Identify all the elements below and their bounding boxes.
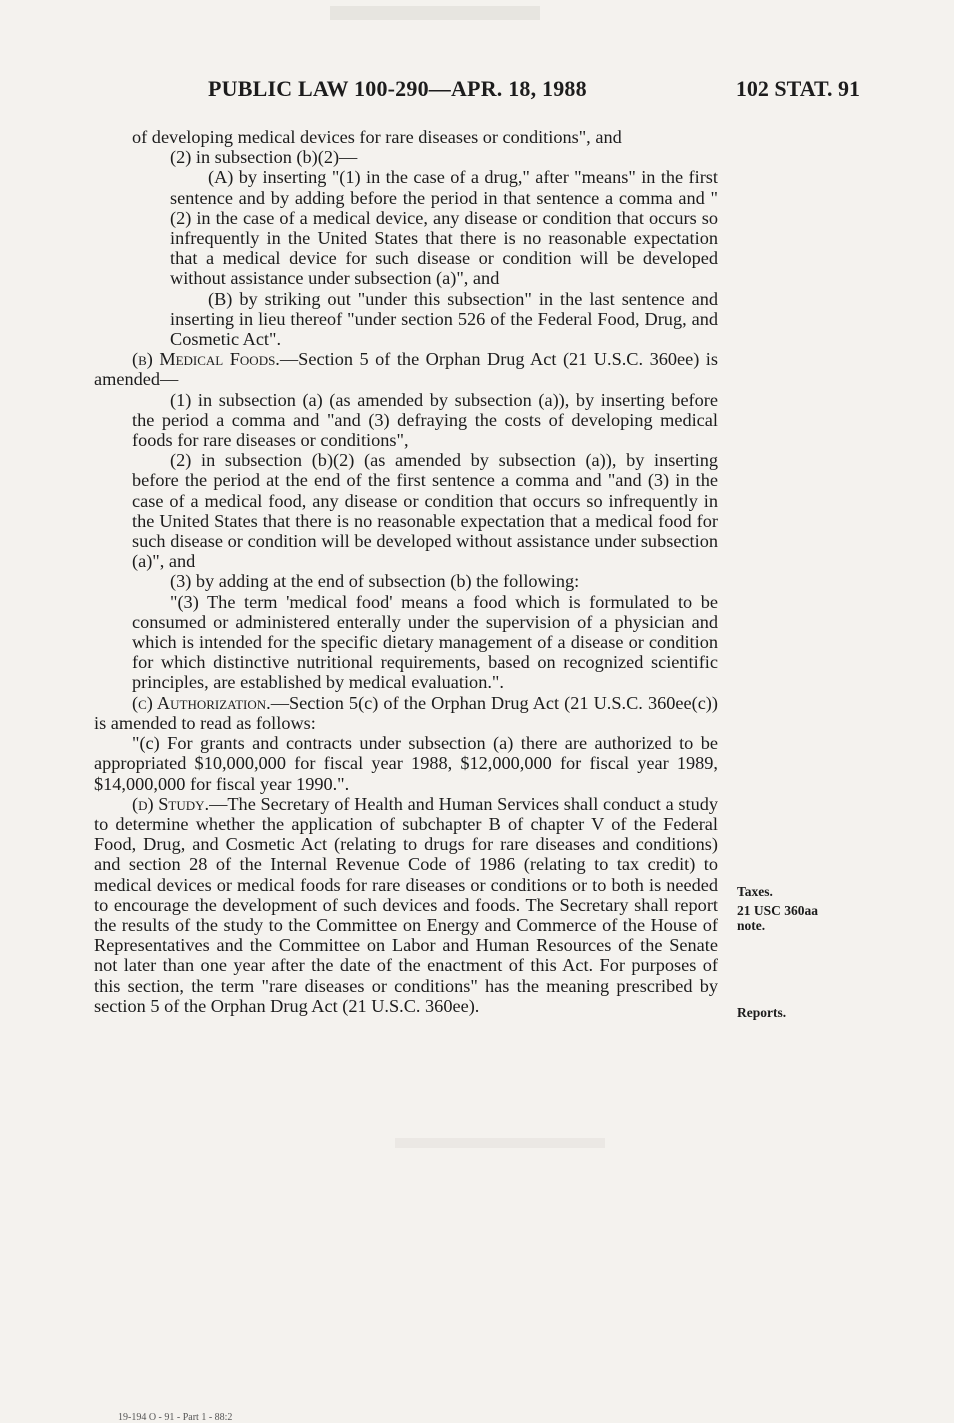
margin-note-reports: Reports. xyxy=(737,1005,787,1020)
section-b-text: —Section 5 of the Orphan Drug Act (21 U.S.C. 360ee) is amended— xyxy=(94,349,718,390)
margin-note-taxes: Taxes. xyxy=(737,884,773,899)
page-header xyxy=(90,76,860,106)
section-c-quote: "(c) For grants and contracts under subsection (a) there are authorized to be appropriated $10,000,000 for fiscal year 1988, $12,000,000 for fiscal year 1989, $14,000,000 for fiscal year 1990.". xyxy=(94,733,718,794)
body-text xyxy=(94,127,718,1016)
section-c xyxy=(94,693,718,733)
section-c-text: —Section 5(c) of the Orphan Drug Act (21 U.S.C. 360ee(c)) is amended to read as follows: xyxy=(94,692,718,733)
section-b-heading: (b) Medical Foods. xyxy=(132,349,280,370)
header-title: PUBLIC LAW 100-290—APR. 18, 1988 xyxy=(208,76,587,101)
section-b-item-3: (3) by adding at the end of subsection (b) the following: xyxy=(170,571,580,592)
header-stat-page: 102 STAT. 91 xyxy=(735,76,860,101)
section-d xyxy=(94,794,718,1016)
section-d-text: —The Secretary of Health and Human Services shall conduct a study to determine whether the application of subchapter B of chapter V of the Federal Food, Drug, and Cosmetic Act (relating to drugs for rare diseases and conditions) and section 28 of the Internal Revenue Code of 1986 (relating to tax credit) to medical devices or medical foods for rare diseases or conditions or to both is needed to encourage the development of such devices and foods. The Secretary shall report the results of the study to the Committee on Energy and Commerce of the House of Representatives and the Committee on Labor and Human Resources of the Senate not later than one year after the date of the enactment of this Act. For purposes of this section, the term "rare diseases or conditions" has the meaning prescribed by section 5 of the Orphan Drug Act (21 U.S.C. 360ee). xyxy=(94,793,718,1016)
paragraph-item-2a: (A) by inserting "(1) in the case of a drug," after "means" in the first sentence and by adding before the period in that sentence a comma and "(2) in the case of a medical device, any disease or condition that occurs so infrequently in the United States that there is no reasonable expectation that a medical device for such disease or condition will be developed without assistance under subsection (a)", and xyxy=(170,167,718,289)
footer-jacket-number: 19-194 O - 91 - Part 1 - 88:2 xyxy=(118,1412,233,1423)
scan-smudge xyxy=(330,6,540,20)
section-c-heading: (c) Authorization. xyxy=(132,692,271,713)
paragraph-item-2: (2) in subsection (b)(2)— xyxy=(170,147,358,168)
scan-smudge xyxy=(395,1138,605,1148)
section-b-quote: "(3) The term 'medical food' means a food which is formulated to be consumed or administered enterally under the supervision of a physician and which is intended for the specific dietary management of a disease or condition for which distinctive nutritional requirements, based on recognized scientific principles, are established by medical evaluation.". xyxy=(132,591,718,693)
section-d-heading: (d) Study. xyxy=(132,793,210,814)
margin-note-usc: 21 USC 360aa note. xyxy=(737,903,819,933)
section-b-item-2: (2) in subsection (b)(2) (as amended by subsection (a)), by inserting before the period at the end of the first sentence a comma and "and (3) in the case of a medical food, any disease or condition that occurs so infrequently in the United States that there is no reasonable expectation that a medical food for such disease or condition will be developed without assistance under subsection (a)", and xyxy=(132,450,718,572)
paragraph-item-2b: (B) by striking out "under this subsection" in the last sentence and inserting in lieu thereof "under section 526 of the Federal Food, Drug, and Cosmetic Act". xyxy=(170,288,718,350)
section-b-item-1: (1) in subsection (a) (as amended by subsection (a)), by inserting before the period a comma and "and (3) defraying the costs of developing medical foods for rare diseases or conditions", xyxy=(132,389,718,451)
section-b xyxy=(94,349,718,389)
paragraph-continuation: of developing medical devices for rare diseases or conditions", and xyxy=(132,127,622,147)
